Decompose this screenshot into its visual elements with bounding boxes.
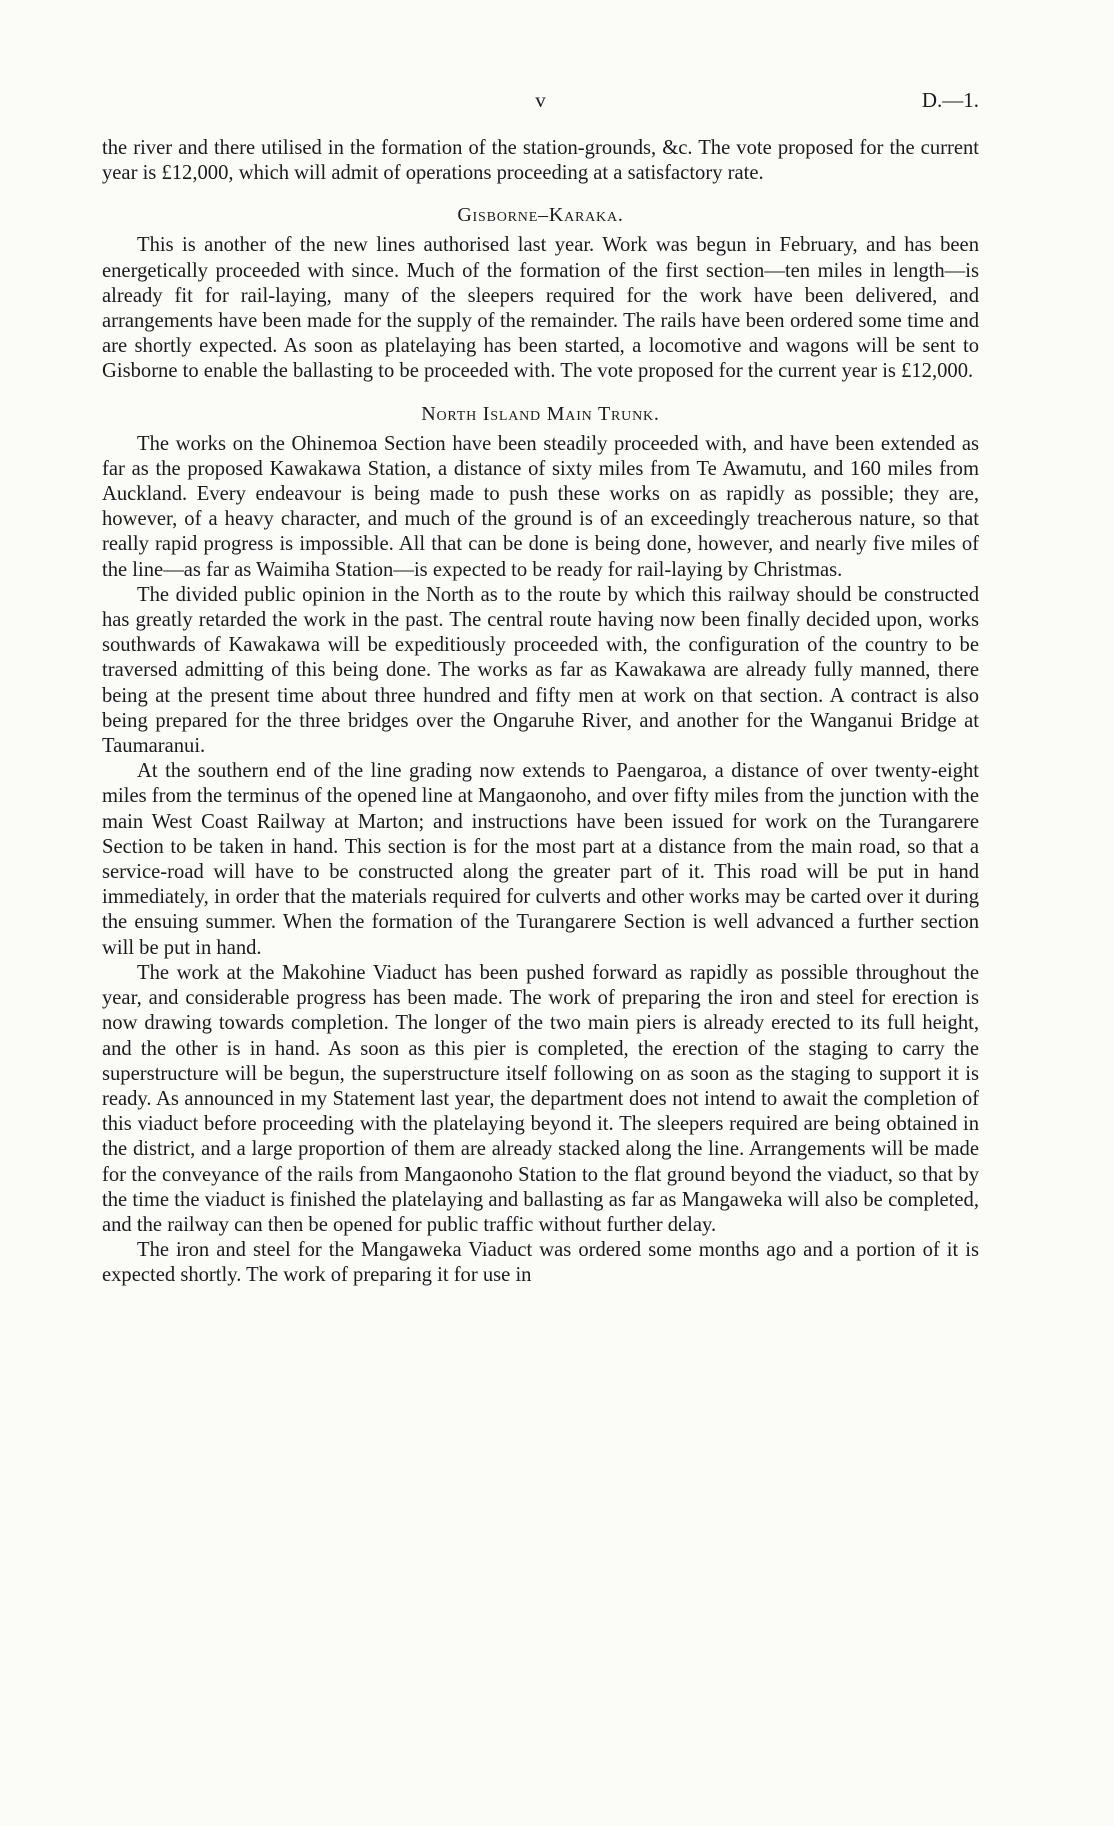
body-text [102, 136, 979, 1289]
section-heading-north-island-main-trunk: North Island Main Trunk. [421, 402, 660, 425]
section-heading-gisborne-karaka: Gisborne–Karaka. [457, 204, 624, 227]
page-number: v [535, 88, 546, 112]
paragraph: This is another of the new lines authorised last year. Work was begun in February, and has been energetically proceeded with since. Much of the formation of the first section—ten miles in length—is already fit for rail-laying, many of the sleepers required for the work have been delivered, and arrangements have been made for the supply of the remainder. The rails have been ordered some time and are shortly expected. As soon as platelaying has been started, a locomotive and wagons will be sent to Gisborne to enable the ballasting to be proceeded with. The vote proposed for the current year is £12,000. [102, 234, 979, 383]
paragraph: The iron and steel for the Mangaweka Viaduct was ordered some months ago and a portion of it is expected shortly. The work of preparing it for use in [102, 1239, 979, 1287]
paragraph: The work at the Makohine Viaduct has been pushed forward as rapidly as possible throughout the year, and considerable progress has been made. The work of preparing the iron and steel for erection is now drawing towards completion. The longer of the two main piers is already erected to its full height, and the other is in hand. As soon as this pier is completed, the erection of the staging to carry the superstructure will be begun, the superstructure itself following on as soon as the staging to support it is ready. As announced in my Statement last year, the department does not intend to await the completion of this viaduct before proceeding with the platelaying beyond it. The sleepers required are being obtained in the district, and a large proportion of them are already stacked along the line. Arrangements will be made for the conveyance of the rails from Mangaonoho Station to the flat ground beyond the viaduct, so that by the time the viaduct is finished the platelaying and ballasting as far as Mangaweka will also be completed, and the railway can then be opened for public traffic without further delay. [102, 961, 979, 1236]
paragraph: The works on the Ohinemoa Section have been steadily proceeded with, and have been extended as far as the proposed Kawakawa Station, a distance of sixty miles from Te Awamutu, and 160 miles from Auckland. Every endeavour is being made to push these works on as rapidly as possible; they are, however, of a heavy character, and much of the ground is of an exceedingly treacherous nature, so that really rapid progress is impossible. All that can be done is being done, however, and nearly five miles of the line—as far as Waimiha Station—is expected to be ready for rail-laying by Christmas. [102, 432, 979, 581]
page-header [102, 88, 979, 118]
paragraph: the river and there utilised in the formation of the station-grounds, &c. The vote proposed for the current year is £12,000, which will admit of operations proceeding at a satisfactory rate. [102, 137, 979, 185]
document-code: D.—1. [921, 88, 979, 112]
paragraph: At the southern end of the line grading now extends to Paengaroa, a distance of over twenty-eight miles from the terminus of the opened line at Mangaonoho, and over fifty miles from the junction with the main West Coast Railway at Marton; and instructions have been issued for work on the Turangarere Section to be taken in hand. This section is for the most part at a distance from the main road, so that a service-road will have to be constructed along the greater part of it. This road will be put in hand immediately, in order that the materials required for culverts and other works may be carted over it during the ensuing summer. When the formation of the Turangarere Section is well advanced a further section will be put in hand. [102, 760, 979, 959]
paragraph: The divided public opinion in the North as to the route by which this railway should be constructed has greatly retarded the work in the past. The central route having now been finally decided upon, works southwards of Kawakawa will be expeditiously proceeded with, the configuration of the country to be traversed admitting of this being done. The works as far as Kawakawa are already fully manned, there being at the present time about three hundred and fifty men at work on that section. A contract is also being prepared for the three bridges over the Ongaruhe River, and another for the Wanganui Bridge at Taumaranui. [102, 583, 979, 758]
